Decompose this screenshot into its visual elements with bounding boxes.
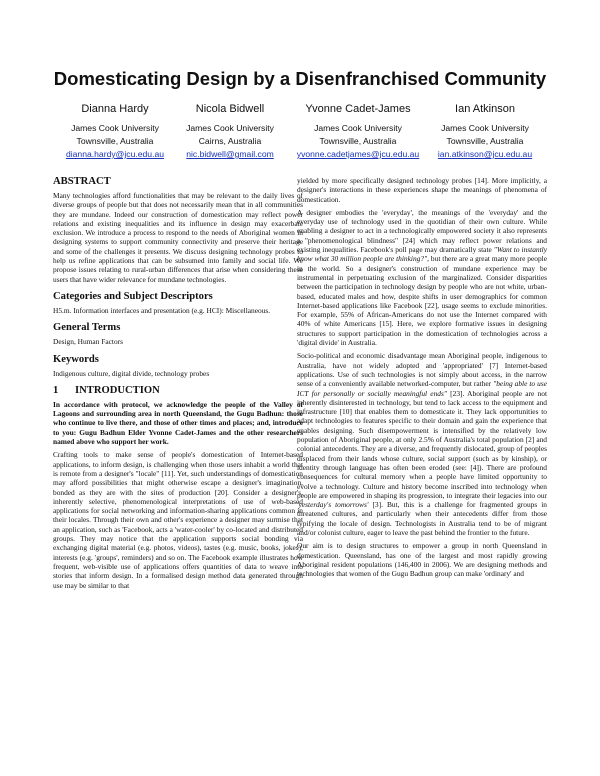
author-name: Dianna Hardy <box>81 103 149 115</box>
author-email-link[interactable]: dianna.hardy@jcu.edu.au <box>65 149 165 159</box>
author-location: Townsville, Australia <box>76 136 154 146</box>
author-location: Townsville, Australia <box>446 136 524 146</box>
paper-title: Domesticating Design by a Disenfranchised Community <box>53 68 547 89</box>
section-number: 1 <box>53 384 59 396</box>
paragraph-text: [23]. Aboriginal people are not inherently disinterested in technology, but tend to lack access to the equipment and infrastructure [10] that enables them to domesticate it. They lack opportunities to adapt technologies to features specific to their domain and gain the experience that enables designing. Such disempowerment is intensified by the relatively low population of Aboriginal people, at only 2.5% of Australia's total population [2] and colonial antecedents. They are a diverse, and frequently dislocated, group of peoples displaced from their lands whose culture, social support (such as by kinship), or identity through language has often been eroded (see: [4]). There are profound consequences for cultural memory when a people have limited opportunity to evolve a technology. Culture and history become inscribed into technology when people are empowered in shaping its progression, to integrate their legacies into our <box>297 388 547 500</box>
author-location: Townsville, Australia <box>319 136 397 146</box>
author-affiliation: James Cook University <box>441 123 529 133</box>
left-column <box>53 176 303 594</box>
author-email-link[interactable]: ian.atkinson@jcu.edu.au <box>437 149 533 159</box>
keywords-heading: Keywords <box>53 353 99 365</box>
author-location: Cairns, Australia <box>198 136 262 146</box>
terms-text: Design, Human Factors <box>53 337 123 347</box>
author-name: Nicola Bidwell <box>195 103 265 115</box>
author-4 <box>410 102 560 161</box>
intro-paragraph-1: Crafting tools to make sense of people's domestication of Internet-based applications, to inform design, is challenging when those users inhabit a world that is remote from a designer's "locale" [11]. Yet, such understandings of domestication may afford possibilities that might otherwise escape a designer's imagination, bonded as they are with the sites of production [20]. Consider a designer's, inherently selective, phenomenological interpretations of use of web-based applications for social networking and information-sharing applications common in their locales. Through their own and other's experience a designer may surmise that an application, such as 'Facebook, acts a 'water-cooler' by co-located and distributed groups. They may notice that the application supports social bonding via exchanging digital material (e.g. photos, videos), tastes (e.g. music, books, jokes), interests (e.g. 'groups', reminders) and so on. The Facebook example illustrates how frequent, web-visible use of applications offers quantities of data to weave into stories that inform design. In a formalised design method data generated through use may be similar to that <box>53 450 303 590</box>
terms-heading: General Terms <box>53 322 121 334</box>
author-affiliation: James Cook University <box>71 123 159 133</box>
abstract-text: Many technologies afford functionalities that may be relevant to the daily lives of diverse groups of people but that does not necessarily mean that in all communities they are mundane. Indeed our construction of domestication may reflect power relations and existing inequalities and its influence in design may exacerbate exclusion. We introduce a process to respond to the needs of Aboriginal women in designing systems to support community connectivity and preserve their heritage and some of the challenges it presents. We discuss designing technology probes to help us refine applications that can be subsumed into family and social life. We propose issues relating to rural-urban differences that arise when considering these users that have wider relevance for mundane technologies. <box>53 191 303 284</box>
categories-text: H5.m. Information interfaces and presentation (e.g. HCI): Miscellaneous. <box>53 305 271 315</box>
author-name: Ian Atkinson <box>455 103 515 115</box>
author-email-link[interactable]: nic.bidwell@gmail.com <box>186 149 274 159</box>
right-column <box>297 176 547 582</box>
paragraph-text: Socio-political and economic disadvantage mean Aboriginal people, indigenous to Australia, have not widely adopted and 'appropriated' [7] Internet-based applications. Use of such technologies is not simply about access, in the narrow sense of a conveniently available networked-computer, but rather <box>297 351 547 389</box>
introduction-heading <box>53 385 303 397</box>
quote-text: 'yesterday's tomorrows' <box>297 500 369 510</box>
author-email-link[interactable]: yvonne.cadetjames@jcu.edu.au <box>296 149 420 159</box>
intro-paragraph-5: Our aim is to design structures to empower a group in north Queensland in domestication. Queensland, has one of the largest and most rapidly growing Aboriginal resident populations (146,400 in 2006). We are designing methods and technologies that women of the Gugu Badhun group can make 'ordinary' and <box>297 541 547 579</box>
author-block <box>40 102 560 162</box>
author-name: Yvonne Cadet-James <box>305 103 411 115</box>
paragraph-text: [3]. But, this is a challenge for fragmented groups in threatened cultures, and particularly when their antecedents differ from those typifying the locale of design. Technologists in Australia tend to be of migrant and/or colonist culture, eager to leave the past behind the frontier to the future. <box>297 500 547 537</box>
acknowledgement-text: In accordance with protocol, we acknowledge the people of the Valley of Lagoons and surrounding area in north Queensland, the Gugu Badhun: those who continue to live there, and those of other times and places; and, introduce to you: Gugu Badhun Elder Yvonne Cadet-James and the other researchers named above who support her work. <box>53 399 303 447</box>
intro-paragraph-3 <box>297 208 547 347</box>
intro-paragraph-2: yielded by more specifically designed technology probes [14]. More implicitly, a designer's interactions in these experiences shape the meanings of phenomena of domestication. <box>297 176 547 204</box>
paragraph-text: , but there are a great many more people in the world. So a designer's construction of mundane experience may be instrumental in perpetuating exclusion of the marginalized. Consider disparities between the participation in technology design by people who are not white, urban-based, educated males and how, despite shifts in user demographics for common Internet-based applications like Facebook [22], usage seems to exclude minorities. For example, 55% of African-Americans do not use the Internet compared with 40% of white Americans [15]. Here, we explore formative issues in designing structures to support participation in the domestication of technologies across a 'digital divide' in Australia. <box>297 254 547 348</box>
categories-heading: Categories and Subject Descriptors <box>53 290 213 302</box>
section-title: INTRODUCTION <box>75 384 160 396</box>
paragraph-text: A designer embodies the 'everyday', the meanings of the 'everyday' and the everyday use of technology used in the quotidian of their own culture. While enabling a designer to act in a technologically empowered society it also represents a "phenomenological blindness" [24] which may reflect power relations and existing inequalities. Facebook's poll page may dramatically state <box>297 207 547 255</box>
quote-text: "Want to instantly know what 30 million people are thinking?" <box>297 245 547 264</box>
author-affiliation: James Cook University <box>314 123 402 133</box>
author-affiliation: James Cook University <box>186 123 274 133</box>
quote-text: "being able to use ICT for personally or socially meaningful ends" <box>297 379 547 398</box>
intro-paragraph-4 <box>297 351 547 537</box>
abstract-heading: ABSTRACT <box>53 176 111 187</box>
keywords-text: Indigenous culture, digital divide, technology probes <box>53 368 210 378</box>
